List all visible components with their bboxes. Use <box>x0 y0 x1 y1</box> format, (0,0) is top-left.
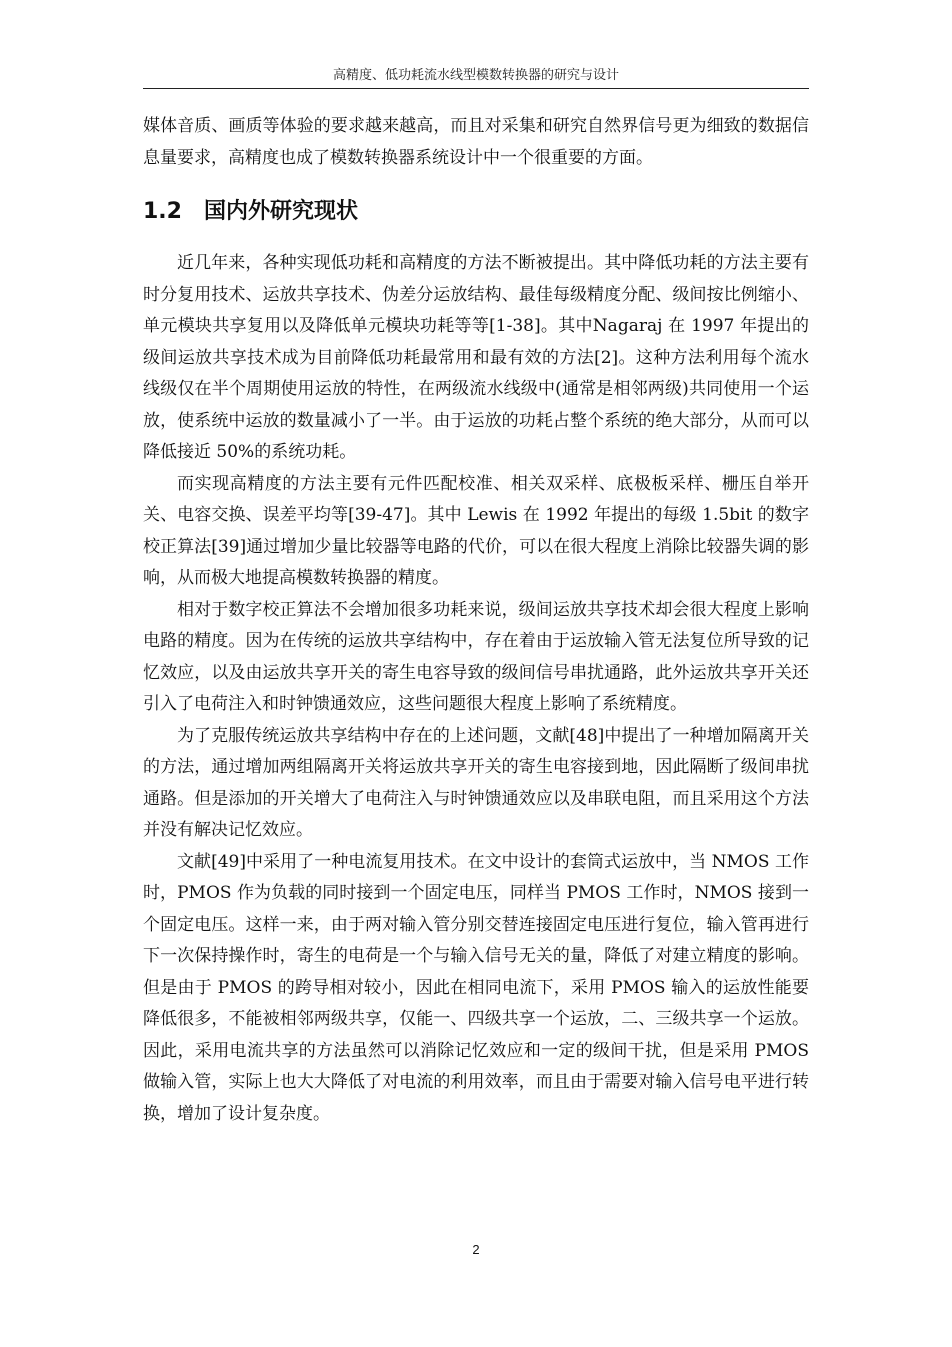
paragraph-1: 近几年来，各种实现低功耗和高精度的方法不断被提出。其中降低功耗的方法主要有时分复用技术、运放共享技术、伪差分运放结构、最佳每级精度分配、级间按比例缩小、单元模块共享复用以及降低单元模块功耗等等[1-38]。其中Nagaraj 在 1997 年提出的级间运放共享技术成为目前降低功耗最常用和最有效的方法[2]。这种方法利用每个流水线级仅在半个周期使用运放的特性，在两级流水线级中(通常是相邻两级)共同使用一个运放，使系统中运放的数量减小了一半。由于运放的功耗占整个系统的绝大部分，从而可以降低接近 50%的系统功耗。 <box>143 253 809 462</box>
section-title: 国内外研究现状 <box>203 199 358 224</box>
paragraph-2: 而实现高精度的方法主要有元件匹配校准、相关双采样、底极板采样、栅压自举开关、电容交换、误差平均等[39-47]。其中 Lewis 在 1992 年提出的每级 1.5bit 的数字校正算法[39]通过增加少量比较器等电路的代价，可以在很大程度上消除比较器失调的影响，从而极大地提高模数转换器的精度。 <box>143 473 809 588</box>
section-heading <box>143 196 809 228</box>
header-rule <box>143 88 809 89</box>
paragraph-3: 相对于数字校正算法不会增加很多功耗来说，级间运放共享技术却会很大程度上影响电路的精度。因为在传统的运放共享结构中，存在着由于运放输入管无法复位所导致的记忆效应，以及由运放共享开关的寄生电容导致的级间信号串扰通路，此外运放共享开关还引入了电荷注入和时钟馈通效应，这些问题很大程度上影响了系统精度。 <box>143 599 809 714</box>
paragraph-5: 文献[49]中采用了一种电流复用技术。在文中设计的套筒式运放中，当 NMOS 工作时，PMOS 作为负载的同时接到一个固定电压，同样当 PMOS 工作时，NMOS 接到一个固定电压。这样一来，由于两对输入管分别交替连接固定电压进行复位，输入管再进行下一次保持操作时，寄生的电荷是一个与输入信号无关的量，降低了对建立精度的影响。但是由于 PMOS 的跨导相对较小，因此在相同电流下，采用 PMOS 输入的运放性能要降低很多，不能被相邻两级共享，仅能一、四级共享一个运放，二、三级共享一个运放。因此，采用电流共享的方法虽然可以消除记忆效应和一定的级间干扰，但是采用 PMOS 做输入管，实际上也大大降低了对电流的利用效率，而且由于需要对输入信号电平进行转换，增加了设计复杂度。 <box>143 851 809 1124</box>
paragraph-4: 为了克服传统运放共享结构中存在的上述问题，文献[48]中提出了一种增加隔离开关的方法，通过增加两组隔离开关将运放共享开关的寄生电容接到地，因此隔断了级间串扰通路。但是添加的开关增大了电荷注入与时钟馈通效应以及串联电阻，而且采用这个方法并没有解决记忆效应。 <box>143 725 809 840</box>
section-number: 1.2 <box>143 199 182 224</box>
intro-paragraph: 媒体音质、画质等体验的要求越来越高，而且对采集和研究自然界信号更为细致的数据信息量要求，高精度也成了模数转换器系统设计中一个很重要的方面。 <box>143 116 809 168</box>
body-text <box>143 111 809 1130</box>
running-header: 高精度、低功耗流水线型模数转换器的研究与设计 <box>332 68 619 83</box>
page-number: 2 <box>472 1242 480 1257</box>
